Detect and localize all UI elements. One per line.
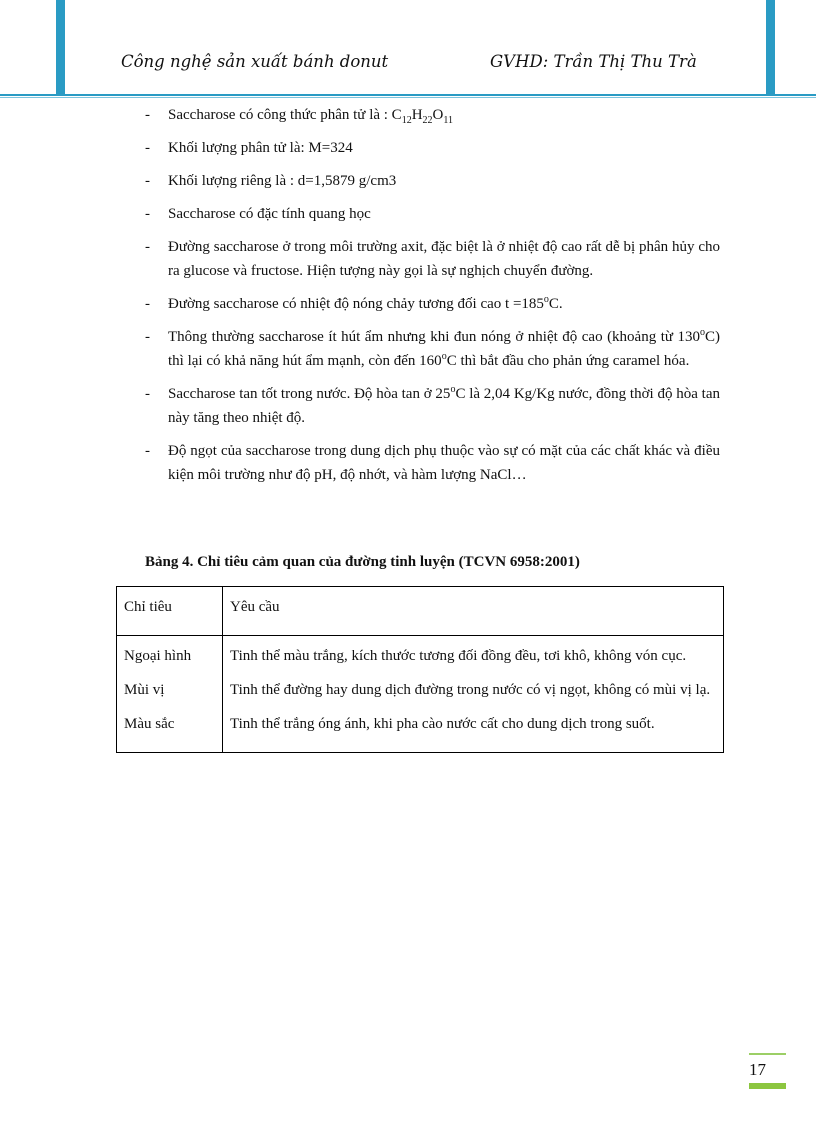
bullet-dash: - <box>145 173 150 189</box>
bullet-optical <box>145 202 720 226</box>
header-supervisor: GVHD: Trần Thị Thu Trà <box>490 52 697 71</box>
text: Thông thường saccharose ít hút ẩm nhưng khi đun nóng ở nhiệt độ cao (khoảng từ 130 <box>168 329 700 345</box>
bullet-dash: - <box>145 239 150 255</box>
page-number-rule <box>749 1053 786 1055</box>
header-left-bar <box>56 0 65 96</box>
bullet-dash: - <box>145 107 150 123</box>
row-criteria: Ngoại hình <box>117 636 223 669</box>
header-criteria: Chỉ tiêu <box>117 587 223 636</box>
bullet-dash: - <box>145 296 150 312</box>
bullet-dash: - <box>145 329 150 345</box>
text: Saccharose có công thức phân tử là : C <box>168 107 402 123</box>
row-criteria: Màu sắc <box>117 702 223 753</box>
text: Khối lượng riêng là : d=1,5879 g/cm3 <box>168 173 397 189</box>
text: Đường saccharose có nhiệt độ nóng chảy tương đối cao t =185 <box>168 296 544 312</box>
table-row <box>117 636 724 669</box>
bullet-dash: - <box>145 386 150 402</box>
bullet-list <box>145 103 720 496</box>
text: Đường saccharose ở trong môi trường axit, đặc biệt là ở nhiệt độ cao rất dễ bị phân hủy cho ra glucose và fructose. Hiện tượng này gọi là sự nghịch chuyển đường. <box>168 239 720 279</box>
bullet-dash: - <box>145 443 150 459</box>
bullet-molar-mass <box>145 136 720 160</box>
bullet-hydrolysis <box>145 235 720 283</box>
degree-sup: o <box>441 351 447 362</box>
sensory-table <box>116 586 724 753</box>
table-header-row <box>117 587 724 636</box>
subscript: 12 <box>401 115 412 126</box>
text: Độ ngọt của saccharose trong dung dịch phụ thuộc vào sự có mặt của các chất khác và điều kiện môi trường như độ pH, độ nhớt, và hàm lượng NaCl… <box>168 443 720 483</box>
text: O <box>432 107 444 123</box>
bullet-melting-point <box>145 292 720 316</box>
text: Saccharose tan tốt trong nước. Độ hòa tan ở 25 <box>168 386 451 402</box>
bullet-solubility <box>145 382 720 430</box>
bullet-hygroscopic <box>145 325 720 373</box>
header-rule <box>0 94 816 96</box>
row-requirement: Tinh thể đường hay dung dịch đường trong nước có vị ngọt, không có mùi vị lạ. <box>223 668 724 702</box>
degree-sup: o <box>450 384 456 395</box>
row-requirement: Tinh thể trắng óng ánh, khi pha cào nước cất cho dung dịch trong suốt. <box>223 702 724 753</box>
header-requirement: Yêu cầu <box>223 587 724 636</box>
table-caption: Bảng 4. Chỉ tiêu cảm quan của đường tinh luyện (TCVN 6958:2001) <box>145 554 580 570</box>
row-requirement: Tinh thể màu trắng, kích thước tương đối đồng đều, tơi khô, không vón cục. <box>223 636 724 669</box>
text: C là 2,04 Kg/Kg nước, đồng thời độ hòa tan này tăng theo nhiệt độ. <box>168 386 720 426</box>
bullet-dash: - <box>145 206 150 222</box>
header-rule-thin <box>0 97 816 98</box>
row-criteria: Mùi vị <box>117 668 223 702</box>
text: C thì bắt đầu cho phản ứng caramel hóa. <box>446 353 690 369</box>
bullet-formula <box>145 103 720 127</box>
subscript: 22 <box>422 115 433 126</box>
subscript: 11 <box>443 115 454 126</box>
bullet-sweetness <box>145 439 720 487</box>
header-right-bar <box>766 0 775 96</box>
text: H <box>411 107 423 123</box>
page-header <box>0 52 816 78</box>
degree-sup: o <box>700 327 705 338</box>
table-row <box>117 702 724 753</box>
text: Saccharose có đặc tính quang học <box>168 206 371 222</box>
degree-sup: o <box>543 294 549 305</box>
table-row <box>117 668 724 702</box>
text: C) thì lại có khả năng hút ẩm mạnh, còn đến 160 <box>168 329 720 369</box>
page-footer-bar <box>749 1083 786 1089</box>
text: Khối lượng phân tử là: M=324 <box>168 140 353 156</box>
text: C. <box>548 296 563 312</box>
bullet-density <box>145 169 720 193</box>
bullet-dash: - <box>145 140 150 156</box>
header-title: Công nghệ sản xuất bánh donut <box>121 52 389 71</box>
page-number: 17 <box>749 1060 766 1079</box>
